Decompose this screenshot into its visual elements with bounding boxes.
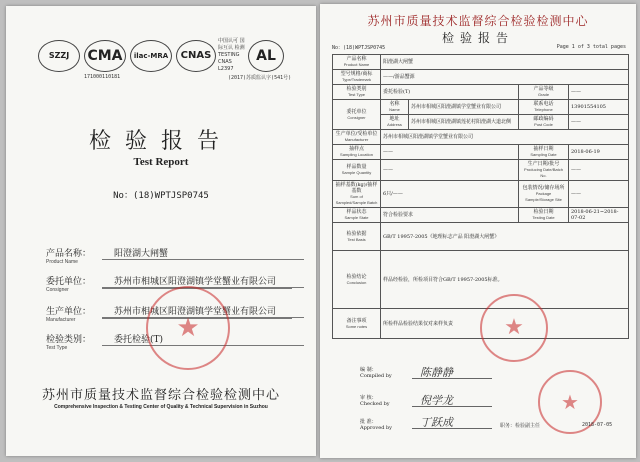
cell-value: 苏州市相城区阳澄湖镇学堂蟹业有限公司 <box>381 130 629 145</box>
cell-value: 样品经检验，所检项目符合GB/T 19957-2005标准。 <box>381 251 629 309</box>
manufacturer-label-en: Manufacturer <box>46 317 76 323</box>
detail-table <box>332 54 629 339</box>
cover-footer-en: Comprehensive Inspection & Testing Center of Quality & Technical Supervision in Suzhou <box>54 404 268 410</box>
cell-value: 2018-06-19 <box>569 145 629 160</box>
cell-label: 样品数量 Sample Quantity <box>333 160 381 181</box>
detail-page-count: Page 1 of 3 total pages <box>556 44 626 50</box>
table-row <box>333 100 629 115</box>
cell-value: 13901554105 <box>569 100 629 115</box>
table-row <box>333 181 629 208</box>
cell-label: 检验类别 Test Type <box>333 85 381 100</box>
cell-label: 地址 Address <box>381 115 409 130</box>
cell-label: 检验结论 Conclusion <box>333 251 381 309</box>
cell-label: 包装情况/储存场所 Package Sample/Storage Site <box>519 181 569 208</box>
cell-value: —— <box>569 160 629 181</box>
cell-label: 委托单位 Consigner <box>333 100 381 130</box>
approval-seal-stamp: ★ <box>538 370 602 434</box>
cell-value: —— <box>381 145 519 160</box>
cnas-caption: 中国认可 国际互认 检测 TESTING CNAS L2397 <box>218 38 245 72</box>
cell-value: 所检样品检验结果仅对来样负责 <box>381 309 629 339</box>
consigner-label: 委托单位： <box>46 277 92 287</box>
report-number: No：(18)WPTJSP0745 <box>113 191 209 201</box>
cell-label: 检验依据 Test Basis <box>333 223 381 251</box>
cell-value: ——/游品蟹源 <box>381 70 629 85</box>
cell-value: 阳澄湖大闸蟹 <box>381 55 629 70</box>
approved-by-signature: 丁跃成 <box>420 416 453 429</box>
product-name-label-en: Product Name <box>46 259 78 265</box>
product-name-label: 产品名称： <box>46 249 92 259</box>
table-row <box>333 208 629 223</box>
cell-value: —— <box>569 85 629 100</box>
table-row <box>333 145 629 160</box>
cell-label: 邮政编码 Post Code <box>519 115 569 130</box>
cell-value: 苏州市相城区阳澄湖镇学堂蟹业有限公司 <box>409 100 519 115</box>
table-row <box>333 70 629 85</box>
product-name-value: 阳澄湖大闸蟹 <box>102 246 304 260</box>
table-row <box>333 55 629 70</box>
cell-label: 抽样点 Sampling Location <box>333 145 381 160</box>
detail-report-number: No：(18)WPTJSP0745 <box>332 45 386 51</box>
compiled-by-signature: 陈静静 <box>420 366 453 379</box>
al-number: (2017)苏质监认字(541号) <box>228 75 292 81</box>
cell-value: 委托检验(T) <box>381 85 519 100</box>
cell-value: GB/T 19957-2005《地理标志产品 阳澄湖大闸蟹》 <box>381 223 629 251</box>
cover-footer-cn: 苏州市质量技术监督综合检验检测中心 <box>41 388 280 403</box>
cell-value: —— <box>569 181 629 208</box>
official-seal-stamp: ★ <box>146 286 230 370</box>
cover-title-en: Test Report <box>133 156 189 168</box>
detail-title: 检验报告 <box>441 31 514 45</box>
approved-by-label: 批 准： Approved by <box>360 419 393 431</box>
cell-label: 抽样基数(kg)/抽样基数 Sum of Sampled/Sample Batch <box>333 181 381 208</box>
szzj-logo: SZZJ <box>38 40 80 72</box>
cell-label: 型号规格/商标 Type/Trademark <box>333 70 381 85</box>
cell-label: 生产单位/受检单位 Manufacturer <box>333 130 381 145</box>
cell-label: 产品等级 Grade <box>519 85 569 100</box>
accreditation-logos <box>38 34 302 84</box>
checked-by-label: 审 核： Checked by <box>360 395 390 407</box>
checked-by-line <box>412 406 492 407</box>
cover-title-cn: 检验报告 <box>88 129 233 154</box>
approver-position: 职务：检验副主任 <box>500 423 541 429</box>
checked-by-signature: 倪学龙 <box>420 394 453 407</box>
table-row <box>333 251 629 309</box>
test-type-label: 检验类别： <box>46 335 92 345</box>
cell-value: 苏州市相城区阳澄湖镇莲花村阳澄湖大道北侧 <box>409 115 519 130</box>
test-type-label-en: Test Type <box>46 345 68 351</box>
cell-label: 检验日期 Testing Date <box>519 208 569 223</box>
cell-label: 联系电话 Telephone <box>519 100 569 115</box>
cma-number: 171000110181 <box>84 74 121 80</box>
report-date: 2018-07-05 <box>582 422 613 428</box>
cell-value: —— <box>381 160 519 181</box>
manufacturer-value: 苏州市相城区阳澄湖镇学堂蟹业有限公司 <box>102 304 304 318</box>
ilac-mra-logo: ilac-MRA <box>130 40 172 72</box>
product-name-field <box>46 246 296 265</box>
cell-label: 生产日期/批号 Producing Date/Batch No. <box>519 160 569 181</box>
cell-label: 产品名称 Product Name <box>333 55 381 70</box>
cnas-logo: CNAS <box>176 40 216 72</box>
cell-value: —— <box>569 115 629 130</box>
test-type-value: 委托检验(T) <box>102 332 304 346</box>
cell-value: 2018-06-21~2018-07-02 <box>569 208 629 223</box>
table-row <box>333 223 629 251</box>
compiled-by-label: 编 制： Compiled by <box>360 367 392 379</box>
approved-by-line <box>412 428 492 429</box>
detail-header: 苏州市质量技术监督综合检验检测中心 <box>367 14 589 28</box>
table-row <box>333 130 629 145</box>
cell-label: 备注事项 Some notes <box>333 309 381 339</box>
report-cover-page <box>6 6 316 456</box>
table-row <box>333 85 629 100</box>
cell-value: 6只/—— <box>381 181 519 208</box>
cell-label: 抽样日期 Sampling Date <box>519 145 569 160</box>
consigner-value: 苏州市相城区阳澄湖镇学堂蟹业有限公司 <box>102 274 304 288</box>
report-detail-page <box>320 4 636 458</box>
test-seal-stamp: ★ <box>480 294 548 362</box>
table-row <box>333 160 629 181</box>
al-logo: AL <box>248 40 284 72</box>
cell-label: 名称 Name <box>381 100 409 115</box>
consigner-label-en: Consigner <box>46 287 69 293</box>
manufacturer-label: 生产单位： <box>46 307 92 317</box>
cell-label: 样品状态 Sample State <box>333 208 381 223</box>
cma-logo: CMA <box>84 40 126 72</box>
cell-value: 符合检验要求 <box>381 208 519 223</box>
compiled-by-line <box>412 378 492 379</box>
